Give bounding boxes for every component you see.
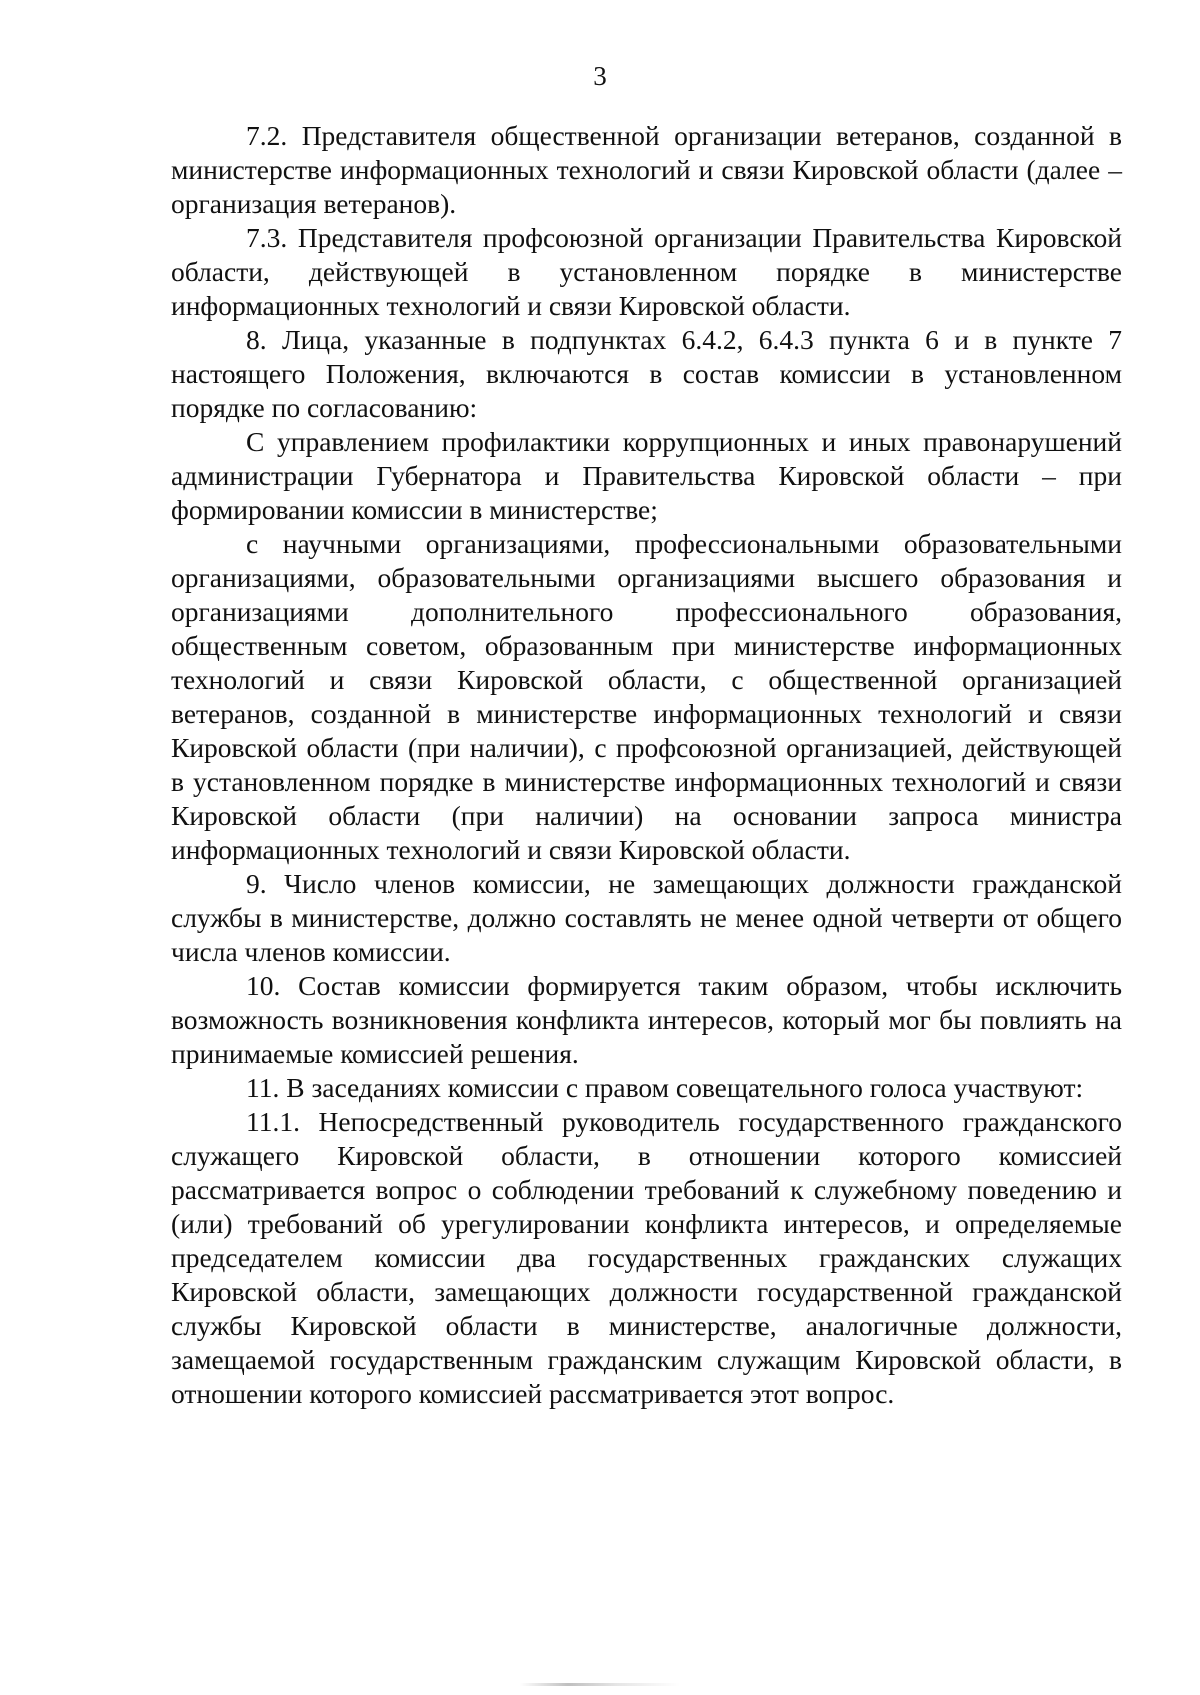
paragraph-11: 11. В заседаниях комиссии с правом совещательного голоса участвуют:: [246, 1072, 1084, 1103]
page-number: 3: [593, 61, 607, 91]
paragraph-10: 10. Состав комиссии формируется таким образом, чтобы исключить возможность возникновения конфликта интересов, который мог бы повлиять на принимаемые комиссией решения.: [171, 970, 1122, 1069]
document-body: [171, 119, 1122, 1411]
paragraph-8-item-1: С управлением профилактики коррупционных и иных правонарушений администрации Губернатора и Правительства Кировской области – при формировании комиссии в министерстве;: [171, 426, 1122, 525]
paragraph-8-item-2: с научными организациями, профессиональными образовательными организациями, образовательными организациями высшего образования и организациями дополнительного профессионального образования, общественным советом, образованным при министерстве информационных технологий и связи Кировской области, с общественной организацией ветеранов, созданной в министерстве информационных технологий и связи Кировской области (при наличии), с профсоюзной организацией, действующей в установленном порядке в министерстве информационных технологий и связи Кировской области (при наличии) на основании запроса министра информационных технологий и связи Кировской области.: [171, 528, 1122, 865]
paragraph-11-1: 11.1. Непосредственный руководитель государственного гражданского служащего Кировской области, в отношении которого комиссией рассматривается вопрос о соблюдении требований к служебному поведению и (или) требований об урегулировании конфликта интересов, и определяемые председателем комиссии два государственных гражданских служащих Кировской области, замещающих должности государственной гражданской службы Кировской области в министерстве, аналогичные должности, замещаемой государственным гражданским служащим Кировской области, в отношении которого комиссией рассматривается этот вопрос.: [171, 1106, 1122, 1409]
paragraph-8: 8. Лица, указанные в подпунктах 6.4.2, 6.4.3 пункта 6 и в пункте 7 настоящего Положения, включаются в состав комиссии в установленном порядке по согласованию:: [171, 324, 1122, 423]
paragraph-9: 9. Число членов комиссии, не замещающих должности гражданской службы в министерстве, должно составлять не менее одной четверти от общего числа членов комиссии.: [171, 868, 1122, 967]
paragraph-7-2: 7.2. Представителя общественной организации ветеранов, созданной в министерстве информационных технологий и связи Кировской области (далее – организация ветеранов).: [171, 120, 1122, 219]
paragraph-7-3: 7.3. Представителя профсоюзной организации Правительства Кировской области, действующей в установленном порядке в министерстве информационных технологий и связи Кировской области.: [171, 222, 1122, 321]
scan-artifact: [520, 1683, 680, 1686]
